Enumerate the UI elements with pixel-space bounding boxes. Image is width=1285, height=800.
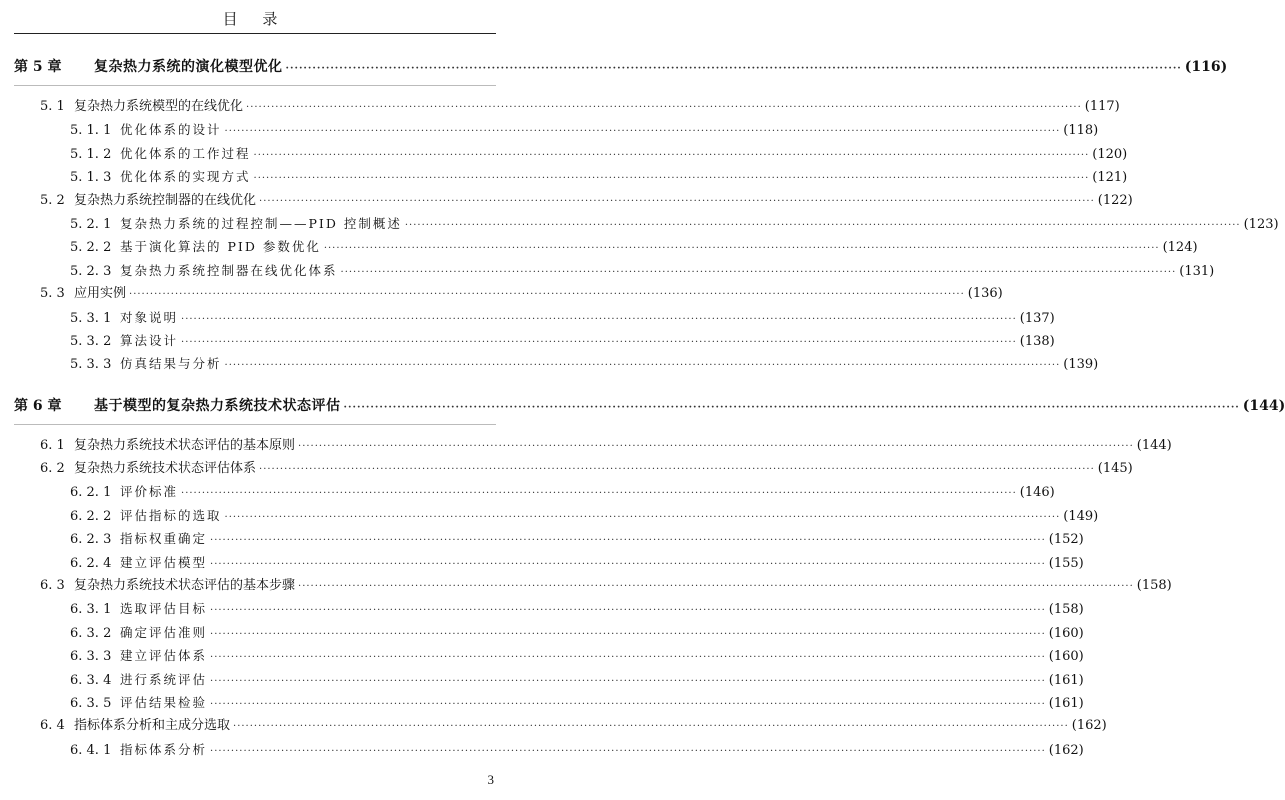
toc-entry-title: 复杂热力系统的演化模型优化 — [94, 59, 283, 75]
toc-sub-row[interactable] — [0, 597, 1084, 620]
toc-section-row[interactable] — [0, 282, 1003, 305]
toc-entry-page: (123) — [1243, 216, 1279, 232]
toc-entry-title: 建立评估体系 — [120, 648, 208, 664]
page-number: 3 — [487, 772, 494, 787]
toc-sub-row[interactable] — [0, 691, 1084, 714]
toc-entry-page: (145) — [1097, 461, 1133, 477]
toc-sub-row[interactable] — [0, 668, 1084, 691]
toc-entry-title: 复杂热力系统控制器的在线优化 — [74, 192, 257, 208]
toc-entry-page: (146) — [1019, 485, 1055, 501]
toc-sub-row[interactable] — [0, 212, 1279, 235]
toc-entry-number: 5. 3. 3 — [70, 357, 112, 373]
toc-entry-title: 仿真结果与分析 — [120, 356, 222, 372]
toc-entry-title: 指标体系分析 — [120, 741, 208, 757]
toc-entry-page: (131) — [1179, 263, 1215, 279]
toc-chapter-row[interactable] — [0, 55, 1228, 79]
toc-entry-title: 复杂热力系统技术状态评估的基本原则 — [74, 437, 296, 453]
dot-leader: ········································································································································································································ — [210, 698, 1046, 710]
toc-entry-page: (155) — [1048, 555, 1084, 571]
toc-sub-row[interactable] — [0, 306, 1055, 329]
toc-sub-row[interactable] — [0, 142, 1128, 165]
toc-entry-number: 6. 2. 4 — [70, 555, 112, 571]
toc-entry-page: (160) — [1048, 625, 1084, 641]
toc-entry-page: (158) — [1048, 602, 1084, 618]
dot-leader: ········································································································································································································ — [253, 149, 1090, 161]
toc-entry-page: (144) — [1136, 437, 1172, 453]
toc-entry-number: 6. 3. 1 — [70, 602, 112, 618]
toc-entry-page: (144) — [1242, 397, 1285, 414]
toc-sub-row[interactable] — [0, 329, 1055, 352]
dot-leader: ········································································································································································································ — [210, 558, 1046, 570]
toc-entry-title: 复杂热力系统控制器在线优化体系 — [120, 262, 338, 278]
dot-leader: ········································································································································································································ — [181, 336, 1017, 348]
toc-entry-title: 复杂热力系统技术状态评估体系 — [74, 461, 257, 477]
toc-entry-page: (162) — [1071, 718, 1107, 734]
toc-entry-title: 复杂热力系统技术状态评估的基本步骤 — [74, 578, 296, 594]
dot-leader: ········································································································································································································ — [210, 675, 1046, 687]
dot-leader: ········································································································································································································ — [298, 581, 1134, 593]
chapter-divider — [14, 424, 496, 425]
dot-leader: ········································································································································································································ — [129, 289, 965, 301]
toc-entry-page: (152) — [1048, 532, 1084, 548]
toc-entry-page: (120) — [1092, 146, 1128, 162]
toc-entry-number: 5. 3. 2 — [70, 333, 112, 349]
toc-entry-number: 5. 1 — [40, 99, 65, 114]
dot-leader: ········································································································································································································ — [224, 126, 1061, 138]
toc-entry-number: 6. 3. 2 — [70, 625, 112, 641]
toc-sub-row[interactable] — [0, 118, 1099, 141]
dot-leader: ········································································································································································································ — [298, 440, 1134, 452]
dot-leader: ········································································································································································································ — [181, 313, 1017, 325]
dot-leader: ········································································································································································································ — [210, 652, 1046, 664]
dot-leader: ········································································································································································································ — [246, 102, 1082, 113]
dot-leader: ········································································································································································································ — [224, 360, 1061, 372]
toc-entry-number: 6. 3. 5 — [70, 695, 112, 711]
dot-leader: ········································································································································································································ — [343, 401, 1240, 413]
chapter-gap — [0, 376, 510, 394]
toc-entry-number: 5. 2. 3 — [70, 263, 112, 279]
toc-entry-number: 5. 1. 3 — [70, 170, 112, 186]
toc-entry-page: (158) — [1136, 578, 1172, 594]
toc-entry-number: 6. 2. 2 — [70, 508, 112, 524]
toc-entry-page: (122) — [1097, 192, 1133, 208]
toc-entry-page: (161) — [1048, 672, 1084, 688]
dot-leader: ········································································································································································································ — [210, 745, 1046, 757]
toc-section-row[interactable] — [0, 457, 1133, 480]
toc-entry-title: 优化体系的设计 — [120, 122, 222, 138]
toc-sub-row[interactable] — [0, 504, 1099, 527]
page-header-title: 目 录 — [222, 10, 288, 28]
toc-entry-title: 指标权重确定 — [120, 531, 208, 547]
toc-entry-number: 6. 3. 4 — [70, 672, 112, 688]
toc-chapter-row[interactable] — [0, 394, 1285, 418]
toc-entry-number: 5. 2 — [40, 192, 65, 208]
toc-entry-number: 6. 3. 3 — [70, 649, 112, 665]
toc-entry-number: 第 6 章 — [14, 397, 62, 414]
toc-entry-title: 应用实例 — [74, 286, 127, 302]
toc-entry-title: 算法设计 — [120, 332, 179, 348]
toc-sub-row[interactable] — [0, 259, 1215, 282]
toc-entry-title: 基于演化算法的 PID 参数优化 — [120, 239, 321, 255]
toc-sub-row[interactable] — [0, 738, 1084, 761]
toc-entry-number: 6. 4 — [40, 718, 65, 734]
dot-leader: ········································································································································································································ — [210, 628, 1046, 640]
toc-entry-title: 进行系统评估 — [120, 671, 208, 687]
toc-entry-title: 复杂热力系统模型的在线优化 — [74, 99, 244, 114]
toc-entry-title: 复杂热力系统的过程控制——PID 控制概述 — [120, 215, 402, 231]
toc-entry-number: 第 5 章 — [14, 59, 62, 75]
dot-leader: ········································································································································································································ — [259, 195, 1095, 207]
toc-entry-title: 评价标准 — [120, 484, 179, 500]
toc-sub-row[interactable] — [0, 527, 1084, 550]
toc-entry-title: 确定评估准则 — [120, 624, 208, 640]
toc-sub-row[interactable] — [0, 551, 1084, 574]
toc-entry-number: 6. 2. 3 — [70, 532, 112, 548]
toc-entry-title: 基于模型的复杂热力系统技术状态评估 — [94, 397, 341, 414]
toc-entry-page: (161) — [1048, 695, 1084, 711]
toc-entry-number: 5. 3 — [40, 286, 65, 302]
toc-sub-row[interactable] — [0, 165, 1128, 188]
toc-sub-row[interactable] — [0, 644, 1084, 667]
dot-leader: ········································································································································································································ — [210, 535, 1046, 547]
dot-leader: ········································································································································································································ — [323, 243, 1160, 255]
toc-entry-page: (162) — [1048, 742, 1084, 758]
toc-section-row[interactable] — [0, 714, 1107, 737]
toc-sub-row[interactable] — [0, 235, 1198, 258]
toc-entry-page: (136) — [967, 286, 1003, 302]
toc-entry-number: 5. 1. 2 — [70, 146, 112, 162]
dot-leader: ········································································································································································································ — [404, 219, 1241, 231]
toc-entry-title: 对象说明 — [120, 309, 179, 325]
toc-sub-row[interactable] — [0, 352, 1099, 375]
toc-entry-page: (117) — [1084, 99, 1120, 114]
dot-leader: ········································································································································································································ — [259, 464, 1095, 476]
toc-entry-title: 优化体系的工作过程 — [120, 145, 251, 161]
dot-leader: ········································································································································································································ — [181, 488, 1017, 500]
toc-entry-title: 评估结果检验 — [120, 694, 208, 710]
dot-leader: ········································································································································································································ — [340, 266, 1177, 278]
toc-entry-number: 6. 2. 1 — [70, 485, 112, 501]
toc-entry-page: (160) — [1048, 649, 1084, 665]
toc-entry-page: (149) — [1063, 508, 1099, 524]
dot-leader: ········································································································································································································ — [285, 63, 1182, 74]
dot-leader: ········································································································································································································ — [233, 721, 1069, 733]
dot-leader: ········································································································································································································ — [210, 605, 1046, 617]
toc-entry-number: 6. 4. 1 — [70, 742, 112, 758]
toc-entry-page: (138) — [1019, 333, 1055, 349]
header-rule — [14, 33, 496, 34]
toc-entry-page: (139) — [1063, 357, 1099, 373]
toc-entry-number: 6. 3 — [40, 578, 65, 594]
toc-entry-page: (118) — [1063, 123, 1099, 139]
toc-entry-number: 6. 1 — [40, 437, 65, 453]
toc-entry-title: 建立评估模型 — [120, 554, 208, 570]
toc-section-row[interactable] — [0, 434, 1172, 457]
toc-section-row[interactable] — [0, 95, 1120, 118]
toc-section-row[interactable] — [0, 574, 1172, 597]
toc-entry-number: 5. 2. 1 — [70, 216, 112, 232]
toc-entry-number: 6. 2 — [40, 461, 65, 477]
toc-section-row[interactable] — [0, 189, 1133, 212]
toc-entry-page: (137) — [1019, 310, 1055, 326]
toc-sub-row[interactable] — [0, 621, 1084, 644]
toc-entry-page: (124) — [1162, 240, 1198, 256]
toc-entry-number: 5. 2. 2 — [70, 240, 112, 256]
toc-entry-title: 评估指标的选取 — [120, 507, 222, 523]
toc-entry-title: 选取评估目标 — [120, 601, 208, 617]
dot-leader: ········································································································································································································ — [253, 173, 1090, 185]
toc-entry-number: 5. 1. 1 — [70, 123, 112, 139]
toc-entry-title: 优化体系的实现方式 — [120, 169, 251, 185]
dot-leader: ········································································································································································································ — [224, 511, 1061, 523]
toc-entry-page: (121) — [1092, 170, 1128, 186]
toc-entry-page: (116) — [1184, 59, 1228, 75]
toc-entry-title: 指标体系分析和主成分选取 — [74, 718, 231, 734]
toc-entry-number: 5. 3. 1 — [70, 310, 112, 326]
chapter-divider — [14, 85, 496, 86]
toc-sub-row[interactable] — [0, 480, 1055, 503]
table-of-contents — [0, 55, 1285, 761]
